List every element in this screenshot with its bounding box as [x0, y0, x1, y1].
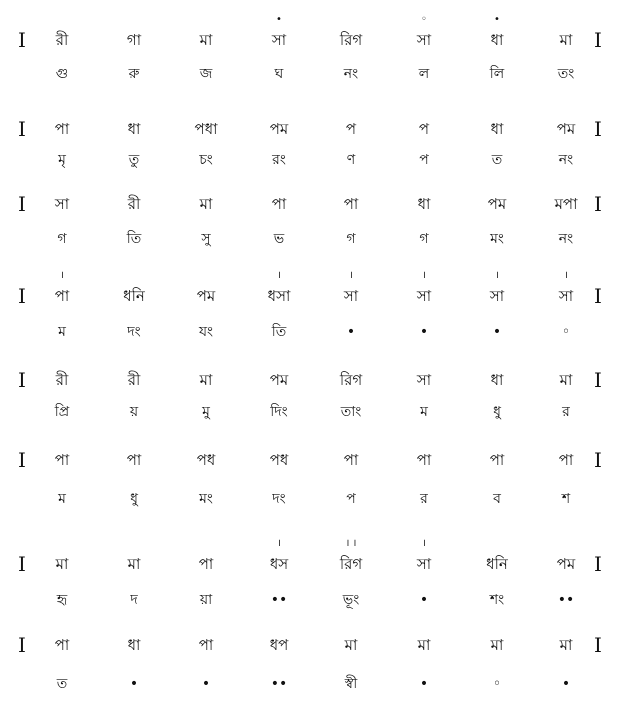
bar-line-right: I	[594, 192, 602, 216]
lyric-cell: শং	[489, 592, 505, 608]
lyric-cell: ••	[270, 676, 288, 692]
note-cell: রী	[55, 31, 69, 49]
lyric-cell: নং	[343, 66, 359, 82]
note-cell: সা	[416, 31, 432, 49]
note-row	[0, 284, 621, 308]
lyric-cell: যং	[198, 324, 214, 340]
lyric-cell: প	[419, 152, 429, 168]
note-cell: পম	[556, 120, 576, 138]
note-cell: ধসা	[267, 287, 291, 305]
lyric-cell: নং	[558, 231, 574, 247]
bar-line-left: I	[18, 117, 26, 141]
lyric-row	[0, 320, 621, 344]
lyric-cell: দং	[127, 324, 141, 340]
lyric-cell: •	[346, 324, 356, 340]
bar-line-left: I	[18, 448, 26, 472]
lyric-cell: ◦	[561, 324, 571, 340]
lyric-cell: হৃ	[56, 592, 68, 608]
note-cell: সা	[271, 31, 287, 49]
note-cell: ধপ	[269, 636, 289, 654]
note-cell: পা	[416, 451, 432, 469]
note-cell: পা	[558, 451, 574, 469]
note-cell: রিগ	[339, 555, 363, 573]
stress-mark: । ।	[345, 538, 357, 549]
lyric-cell: দং	[272, 491, 286, 507]
note-cell: পা	[198, 636, 214, 654]
lyric-cell: ভূং	[342, 592, 360, 608]
note-cell: পা	[54, 451, 70, 469]
lyric-cell: ম	[58, 324, 66, 340]
lyric-row	[0, 588, 621, 612]
lyric-cell: ধু	[493, 404, 501, 420]
lyric-cell: ••	[270, 592, 288, 608]
stress-mark: ।	[564, 270, 568, 281]
lyric-cell: গ	[346, 231, 356, 247]
lyric-cell: য়	[129, 404, 139, 420]
note-cell: রী	[127, 195, 141, 213]
note-cell: পা	[54, 287, 70, 305]
lyric-row	[0, 487, 621, 511]
note-cell: রী	[55, 371, 69, 389]
bar-line-right: I	[594, 284, 602, 308]
note-cell: সা	[558, 287, 574, 305]
note-cell: মা	[559, 31, 573, 49]
note-cell: ধা	[127, 636, 141, 654]
lyric-cell: •	[561, 676, 571, 692]
note-cell: রিগ	[339, 371, 363, 389]
note-cell: পম	[196, 287, 216, 305]
lyric-cell: ভ	[273, 231, 285, 247]
stress-mark: ।	[277, 270, 281, 281]
lyric-cell: গ	[419, 231, 429, 247]
note-row	[0, 552, 621, 576]
note-row	[0, 633, 621, 657]
bar-line-left: I	[18, 28, 26, 52]
note-cell: সা	[489, 287, 505, 305]
note-cell: মা	[55, 555, 69, 573]
bar-line-right: I	[594, 117, 602, 141]
note-row	[0, 192, 621, 216]
lyric-cell: মং	[490, 231, 504, 247]
note-cell: প	[418, 120, 430, 138]
lyric-row	[0, 227, 621, 251]
note-cell: মা	[417, 636, 431, 654]
lyric-cell: শ	[561, 491, 571, 507]
note-cell: মা	[127, 555, 141, 573]
lyric-cell: দ	[130, 592, 138, 608]
note-row	[0, 28, 621, 52]
lyric-cell: •	[492, 324, 502, 340]
lyric-cell: ধু	[130, 491, 138, 507]
note-cell: ধনি	[123, 287, 145, 305]
lyric-row	[0, 400, 621, 424]
lyric-cell: ত	[491, 152, 503, 168]
lyric-cell: প	[346, 491, 356, 507]
note-cell: পধ	[269, 451, 289, 469]
stress-mark: ।	[422, 538, 426, 549]
lyric-row	[0, 62, 621, 86]
note-cell: ধা	[490, 31, 504, 49]
note-cell: মা	[559, 371, 573, 389]
lyric-cell: ••	[557, 592, 575, 608]
note-cell: পা	[54, 636, 70, 654]
note-cell: প	[345, 120, 357, 138]
note-row	[0, 368, 621, 392]
note-cell: পা	[198, 555, 214, 573]
lyric-cell: প্রি	[54, 404, 70, 420]
note-cell: পম	[556, 555, 576, 573]
note-cell: পা	[489, 451, 505, 469]
stress-mark: •	[494, 14, 500, 25]
lyric-cell: রু	[128, 66, 140, 82]
lyric-cell: চং	[199, 152, 213, 168]
note-cell: পম	[487, 195, 507, 213]
note-cell: ধস	[269, 555, 289, 573]
note-cell: মা	[490, 636, 504, 654]
bar-line-right: I	[594, 633, 602, 657]
note-cell: পা	[54, 120, 70, 138]
lyric-cell: ◦	[492, 676, 502, 692]
lyric-cell: •	[201, 676, 211, 692]
lyric-cell: মং	[199, 491, 213, 507]
lyric-cell: গ	[57, 231, 67, 247]
lyric-cell: •	[129, 676, 139, 692]
bar-line-left: I	[18, 284, 26, 308]
lyric-cell: তু	[128, 152, 140, 168]
note-cell: গা	[126, 31, 142, 49]
note-cell: মা	[344, 636, 358, 654]
bar-line-right: I	[594, 552, 602, 576]
lyric-cell: দিং	[270, 404, 288, 420]
note-cell: মা	[199, 371, 213, 389]
note-cell: পা	[126, 451, 142, 469]
bar-line-right: I	[594, 28, 602, 52]
stress-mark: ।	[349, 270, 353, 281]
bar-line-right: I	[594, 448, 602, 472]
bar-line-right: I	[594, 368, 602, 392]
lyric-cell: ঘ	[274, 66, 284, 82]
note-cell: পা	[343, 451, 359, 469]
bar-line-left: I	[18, 192, 26, 216]
lyric-cell: ল	[418, 66, 430, 82]
note-cell: মা	[199, 31, 213, 49]
lyric-cell: য়া	[199, 592, 213, 608]
note-cell: রী	[127, 371, 141, 389]
lyric-cell: গু	[55, 66, 69, 82]
note-cell: ধনি	[486, 555, 508, 573]
stress-mark: ।	[495, 270, 499, 281]
note-cell: মা	[559, 636, 573, 654]
lyric-cell: মৃ	[58, 152, 66, 168]
note-cell: মা	[199, 195, 213, 213]
note-cell: সা	[416, 371, 432, 389]
lyric-cell: জ	[199, 66, 213, 82]
note-cell: পধা	[194, 120, 218, 138]
stress-mark: ◦	[421, 14, 427, 25]
stress-mark: •	[276, 14, 282, 25]
note-cell: সা	[343, 287, 359, 305]
bar-line-left: I	[18, 368, 26, 392]
lyric-cell: র	[562, 404, 570, 420]
note-cell: সা	[416, 555, 432, 573]
lyric-cell: •	[419, 592, 429, 608]
note-cell: পা	[271, 195, 287, 213]
note-cell: ধা	[127, 120, 141, 138]
stress-mark: ।	[60, 270, 64, 281]
note-cell: ধা	[417, 195, 431, 213]
note-row	[0, 448, 621, 472]
lyric-row	[0, 672, 621, 696]
lyric-cell: লি	[489, 66, 505, 82]
lyric-row	[0, 148, 621, 172]
bar-line-left: I	[18, 633, 26, 657]
note-cell: পা	[343, 195, 359, 213]
lyric-cell: ণ	[346, 152, 356, 168]
lyric-cell: •	[419, 676, 429, 692]
lyric-cell: ব	[493, 491, 501, 507]
stress-mark: ।	[422, 270, 426, 281]
lyric-cell: সু	[201, 231, 211, 247]
note-cell: রিগ	[339, 31, 363, 49]
lyric-cell: তাং	[340, 404, 362, 420]
note-cell: পম	[269, 120, 289, 138]
note-cell: পধ	[196, 451, 216, 469]
lyric-cell: র	[420, 491, 428, 507]
note-cell: পম	[269, 371, 289, 389]
lyric-cell: ত	[56, 676, 68, 692]
note-cell: সা	[416, 287, 432, 305]
lyric-cell: তং	[557, 66, 575, 82]
lyric-cell: মু	[202, 404, 210, 420]
bar-line-left: I	[18, 552, 26, 576]
note-row	[0, 117, 621, 141]
note-cell: ধা	[490, 120, 504, 138]
note-cell: ধা	[490, 371, 504, 389]
note-cell: মপা	[554, 195, 578, 213]
lyric-cell: স্বী	[344, 676, 358, 692]
lyric-cell: ম	[58, 491, 66, 507]
lyric-cell: তি	[271, 324, 287, 340]
stress-mark: ।	[277, 538, 281, 549]
note-cell: সা	[54, 195, 70, 213]
lyric-cell: ম	[420, 404, 428, 420]
lyric-cell: •	[419, 324, 429, 340]
lyric-cell: রং	[272, 152, 286, 168]
lyric-cell: নং	[558, 152, 574, 168]
lyric-cell: তি	[126, 231, 142, 247]
